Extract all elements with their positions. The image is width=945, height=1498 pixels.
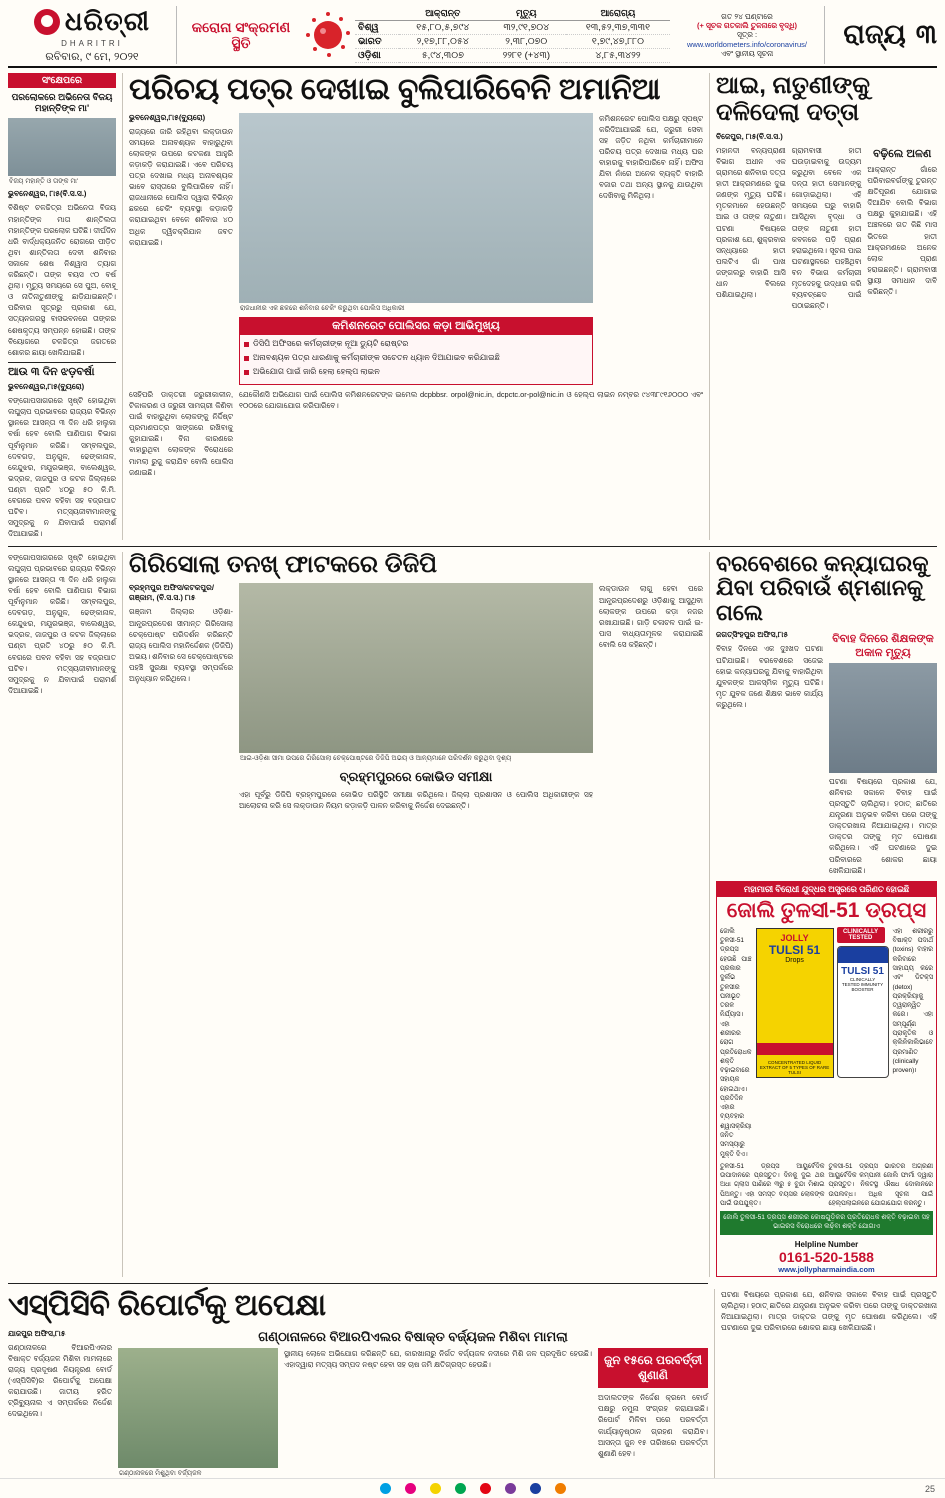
elephant-story [709,73,937,540]
color-dot [505,1483,516,1494]
logo-subtitle: DHARITRI [61,39,123,48]
virus-icon [305,12,351,58]
dgp-photo-caption: ଆଇ-ଓଡ଼ିଶା ସୀମା ଉପରେ ଗିରିସୋଲା ଚେକ୍‌ପୋଷ୍ଟରେ ଡିଜିପି ଅଭୟ ଓ ଆନ୍ୟମାନେ ପରିଦର୍ଶନ କରୁଥିବା ଦୃଶ୍ୟ [240,755,512,763]
ad-pack-sub: Drops [785,956,804,964]
wedding-story [709,552,937,1278]
brief2-headline: ଆଉ ୩ ଦିନ ଝଡ଼ବର୍ଷା [8,365,95,378]
middle-section [8,552,937,1278]
middle-left-filler [8,552,116,1278]
spcb-subheadline: ଗଣ୍ଠାନାଳରେ ବିଆରପିଏଲର ବିଷାକ୍ତ ବର୍ଜ୍ୟଜଳ ମିଶିବା ମାମଲା [258,1328,568,1344]
elephant-subhead: ବଢ଼ିଲେ ଅଳଣ [873,147,932,160]
ad-helpline[interactable] [717,1238,936,1276]
corona-panel-title: କରୋନା ସଂକ୍ରମଣ ସ୍ଥିତି [191,18,291,51]
table-header-row [355,7,670,21]
color-dot [530,1483,541,1494]
color-dot [380,1483,391,1494]
section-label: ରାଜ୍ୟ [843,19,906,49]
ad-product-bottle [837,946,889,1078]
recovered-value: ୧୩,୫୨,୩୭,୩୩୧ [566,21,670,35]
region-label: ବିଶ୍ୱ [355,21,399,35]
dgp-photo [239,583,593,753]
col-head-deaths: ମୃତ୍ୟୁ [487,7,566,21]
brief-byline: ଭୁବନେଶ୍ୱର, ୮ା୫(ବି.ସ.ସ.) [8,189,87,199]
recovered-value: ୪,୮୫,୩୪୨୨ [566,49,670,63]
region-label: ଭାରତ [355,35,399,49]
elephant-col2: ଗ୍ରାମବାସୀ ହାତୀ ଘଉଡ଼ାଇବାକୁ ଉଦ୍ୟମ କରୁଥିବା ବେଳେ ଏକ ଦନ୍ତା ହାତୀ ସେମାନଙ୍କୁ ଗୋଡ଼ାଇଥିଲା। ଏହି ସମୟରେ ଘରୁ ବାହାରି ଆସିଥିବା ବୃଦ୍ଧା ଓ ତାଙ୍କ ନାତୁଣୀ ହାତୀ କବଳରେ ପଡ଼ି ପ୍ରାଣ ହରାଇଥିଲେ। ସୂଚନା ପାଇ ଘଟଣାସ୍ଥଳରେ ପହଞ୍ଚିଥିବା ବନ ବିଭାଗ କର୍ମଚାରୀ ମୃତଦେହକୁ ଉଦ୍ଧାର କରି ବ୍ୟବଚ୍ଛେଦ ପାଇଁ ପଠାଇଛନ୍ତି। [791,145,862,311]
logo-swirl-icon [34,9,60,35]
spcb-byline: ଯାଜପୁର ଅଫିସ,୮ା୫ [8,1328,66,1338]
source-url[interactable]: www.worldometers.info/coronavirus/ [686,39,808,49]
ad-green-note: ଜୋଲି ତୁଳସୀ-51 ଡ୍ରପ୍ସ ଶରୀରର କୋଷଗୁଡ଼ିକର ପ୍ରତିରୋଧକ ଶକ୍ତି ବଢ଼ାଇବା ସହ ଭାଇରସ ବିରୋଧରେ ଲଢ଼ିବା ଶକ୍ତି ଯୋଗାଏ [720,1211,933,1235]
spcb-col2: ସ୍ଥାନୀୟ ଲୋକେ ଅଭିଯୋଗ କରିଛନ୍ତି ଯେ, କାରଖାନାରୁ ନିର୍ଗତ ବର୍ଜ୍ୟଜଳ ନଦୀରେ ମିଶି ଜଳ ପ୍ରଦୂଷିତ ହେଉଛି। ଏହାଦ୍ୱାରା ମତ୍ସ୍ୟ ସମ୍ପଦ ନଷ୍ଟ ହେବା ସହ ଚାଷ ଜମି କ୍ଷତିଗ୍ରସ୍ତ ହେଉଛି। [284,1349,592,1370]
col-head-affected: ଆକ୍ରାନ୍ତ [399,7,487,21]
color-dot [555,1483,566,1494]
ad-brand-name: ଜୋଲି ତୁଳସୀ-51 ଡ୍ରପ୍ସ [726,898,927,922]
source-line-3: ଏବଂ ସ୍ଥାନୀୟ ସୂଚନା [720,49,774,59]
col-head-region [355,7,399,21]
footer-color-bar [0,1478,945,1498]
ad-product-box [756,928,834,1078]
deaths-value: ୩୨,୯୧,୭୦୪ [487,21,566,35]
elephant-byline: ବିଜେପୁର, ୮ା୫(ବି.ସ.ସ.) [716,131,783,141]
police-measures-box [239,317,593,384]
elephant-col3: ଆକ୍ରାନ୍ତ ଗାଁରେ ପରିବାରବର୍ଗଙ୍କୁ ତୁରନ୍ତ କ୍ଷତିପୂରଣ ଯୋଗାଇ ଦିଆଯିବ ବୋଲି ବିଭାଗ ପକ୍ଷରୁ କୁହାଯାଇଛି। ଏହି ଅଞ୍ଚଳରେ ଗତ କିଛି ମାସ ଭିତରେ ହାତୀ ଆକ୍ରମଣରେ ଅନେକ ଲୋକ ପ୍ରାଣ ହରାଇଛନ୍ତି। ଗ୍ରାମବାସୀ ସ୍ଥାୟୀ ସମାଧାନ ଦାବି କରିଛନ୍ତି। [867,164,938,297]
list-item: ଡିସିପି ଅଫିସରେ କର୍ମଚାରୀଙ୍କ ନୂଆ ଡ୍ୟୁଟି ରୋଷ୍ଟର [244,339,588,350]
list-item: ଅନାବଶ୍ୟକ ପତ୍ର ଧାରଣାକୁ କର୍ମଚାରୀଙ୍କ ସଚେତନ ଧ୍ୟାନ ଦିଆଯାଇବ କରିଯାଇଛି [244,353,588,364]
ad-ribbon: ମହାମାରୀ ବିରୋଧୀ ଯୁଦ୍ଧର ଅସ୍ତ୍ରରେ ପରିଣତ ହୋଇଛି [717,882,936,897]
lead-photo-caption: ରାଜଧାନୀର ଏକ ଛକରେ ଶନିବାର ଚେକିଂ କରୁଥିବା ପୋଲିସ ଅଧିକାରୀ [240,304,405,312]
source-line-2: (+ ସୂଚକ ଗତକାଲି ତୁଳନାରେ ବୃଦ୍ଧି) [697,20,797,30]
helpline-number[interactable]: 0161-520-1588 [779,1249,874,1266]
dgp-byline: ବ୍ରହ୍ମପୁର ଅଫିସ/କଟକପୁର/ଗଞ୍ଜାମ, (ବି.ସ.ସ.) ୮ା୫ [129,583,214,603]
color-dot [480,1483,491,1494]
deaths-value: ୨୨୮୧ (+୪୩) [487,49,566,63]
dgp-col3: ଏହା ପୂର୍ବରୁ ଡିଜିପି ବ୍ରହ୍ମପୁରରେ କୋଭିଡ ପରିସ୍ଥିତି ସମୀକ୍ଷା କରିଥିଲେ। ଜିଲ୍ଲା ପ୍ରଶାସନ ଓ ପୋଲିସ ଅଧିକାରୀଙ୍କ ସହ ଆଲୋଚନା କରି ସେ ଲକ୍‌ଡାଉନ ନିୟମ କଡ଼ାକଡ଼ି ପାଳନ କରିବାକୁ ନିର୍ଦ୍ଦେଶ ଦେଇଛନ୍ତି। [239,789,593,810]
publication-date: ରବିବାର, ୯ ମେ, ୨୦୨୧ [45,51,139,63]
col-head-recovered: ଆରୋଗ୍ୟ [566,7,670,21]
region-label: ଓଡ଼ିଶା [355,49,399,63]
wedding-col2: ଘଟଣା ବିଷୟରେ ପ୍ରକାଶ ଯେ, ଶନିବାର ସକାଳେ ବିବାହ ପାଇଁ ପ୍ରସ୍ତୁତି ଚାଲିଥିଲା। ହଠାତ୍ ଛାତିରେ ଯନ୍ତ୍ରଣା ଅନୁଭବ କରିବା ପରେ ତାଙ୍କୁ ଡାକ୍ତରଖାନା ନିଆଯାଇଥିଲା। ମାତ୍ର ଡାକ୍ତର ତାଙ୍କୁ ମୃତ ଘୋଷଣା କରିଥିଲେ। ଏହି ଘଟଣାରେ ଦୁଇ ପରିବାରରେ ଶୋକର ଛାୟା ଖେଳିଯାଇଛି। [829,776,937,875]
source-label: ସୂତ୍ର : [736,30,758,40]
wedding-portrait-photo [829,663,937,773]
spcb-photo [118,1348,278,1468]
elephant-col1: ମହାନଦୀ ବନ୍ୟପ୍ରାଣୀ ବିଭାଗ ଅଧୀନ ଏକ ଗ୍ରାମରେ ଶନିବାର ଦତ୍ତା ହାତୀ ଆକ୍ରମଣରେ ଦୁଇ ଜଣଙ୍କ ମୃତ୍ୟୁ ଘଟିଛି। ମୃତକମାନେ ହେଉଛନ୍ତି ଆଇ ଓ ତାଙ୍କ ନାତୁଣୀ। ଘଟଣା ବିଷୟରେ ପ୍ରକାଶ ଯେ, ଶୁକ୍ରବାର ସନ୍ଧ୍ୟାରେ ହାତୀ ପଲଟିଏ ଗାଁ ପାଖ ଜଙ୍ଗଲରୁ ବାହାରି ଆସି ଧାନ ବିଲରେ ପଶିଯାଇଥିଲା। [716,145,786,300]
spcb-story [8,1289,708,1479]
brief-headline: ପରଲୋକରେ ଅଭିନେତା ବିଜୟ ମହାନ୍ତିଙ୍କ ମା' [11,92,113,114]
color-dot [455,1483,466,1494]
briefs-badge: ସଂକ୍ଷେପରେ [8,73,116,88]
lead-byline: ଭୁବନେଶ୍ୱର,୮ା୫(ବ୍ୟୁରୋ) [129,112,206,122]
lead-photo [239,113,593,303]
lead-col1: ରାଜ୍ୟରେ ଜାରି ରହିଥିବା ଲକ୍‌ଡାଉନ ସମୟରେ ଅନାବଶ୍ୟକ ବାହାରୁଥିବା ଲୋକଙ୍କ ଉପରେ କଟକଣା ଆହୁରି କଡ଼ାକଡ଼ି କରାଯାଇଛି। ଏବେ ପରିଚୟ ପତ୍ର ଦେଖାଇ ମଧ୍ୟ ଅନାବଶ୍ୟକ ଭାବେ ରାସ୍ତାରେ ବୁଲିପାରିବେ ନାହିଁ। ରାଜଧାନୀରେ ପୋଲିସ ଦ୍ୱାରା ବିଭିନ୍ନ ଛକରେ ଚେକିଂ ବ୍ୟବସ୍ଥା କଡ଼ାକଡ଼ି କରାଯାଇଥିବା ବେଳେ ଶନିବାର ୪୦ ଅଧିକ ଦ୍ୱିଚକ୍ରିଯାନ ଜବତ କରାଯାଇଛି। [129,126,233,247]
section-header [825,6,937,64]
dgp-subhead: ବ୍ରହ୍ମପୁରରେ କୋଭିଡ ସମୀକ୍ଷା [339,769,493,785]
spcb-hearing-badge: ଜୁନ ୧୫ରେ ପରବର୍ତ୍ତୀ ଶୁଣାଣି [598,1348,708,1388]
newspaper-logo [8,6,176,64]
wedding-col1: ବିବାହ ଦିନରେ ଏକ ଦୁଃଖଦ ଘଟଣା ଘଟିଯାଇଛି। ବରବେଶରେ ସଜେଇ ହୋଇ କନ୍ୟାଘରକୁ ଯିବାକୁ ବାହାରିଥିବା ଯୁବକଙ୍କ ଆକସ୍ମିକ ମୃତ୍ୟୁ ଘଟିଛି। ମୃତ ଯୁବକ ଜଣେ ଶିକ୍ଷକ ଭାବେ କାର୍ଯ୍ୟ କରୁଥିଲେ। [716,644,823,709]
affected-value: ୧୫,୮୦,୫,୭୯୪ [399,21,487,35]
middle-left-text: ବଙ୍ଗୋପସାଗରରେ ସୃଷ୍ଟି ହୋଇଥିବା ଲଘୁଚାପ ପ୍ରଭାବରେ ରାଜ୍ୟର ବିଭିନ୍ନ ସ୍ଥାନରେ ଆସନ୍ତା ୩ ଦିନ ଧରି ହାଲୁକା ବର୍ଷା ହେବ ବୋଲି ପାଣିପାଗ ବିଭାଗ ପୂର୍ବାନୁମାନ କରିଛି। ସମ୍ବଲପୁର, ଦେବଗଡ଼, ଅନୁଗୁଳ, ଢେଙ୍କାନାଳ, କେନ୍ଦୁଝର, ମୟୂରଭଞ୍ଜ, ବାଲେଶ୍ୱର, ଭଦ୍ରକ, ଜାଜପୁର ଓ କଟକ ଜିଲ୍ଲାରେ ଘଣ୍ଟା ପ୍ରତି ୪୦ରୁ ୫୦ କି.ମି. ବେଗରେ ପବନ ବହିବା ସହ ବଜ୍ରପାତ ଘଟିବ। ମତ୍ସ୍ୟଜୀବୀମାନଙ୍କୁ ସମୁଦ୍ରକୁ ନ ଯିବାପାଇଁ ପରାମର୍ଶ ଦିଆଯାଇଛି। [8,552,116,695]
briefs-column [8,73,116,540]
color-dot [405,1483,416,1494]
brief-photo-caption: ବିଜୟ ମହାନ୍ତି ଓ ତାଙ୍କ ମା' [9,177,79,185]
table-row [355,21,670,35]
lead-headline: ପରିଚୟ ପତ୍ର ଦେଖାଇ ବୁଲିପାରିବେନି ଅମାନିଆ [129,73,661,106]
registration-dots [380,1483,566,1494]
dgp-headline: ଗିରିସୋଲା ତନଖ୍ ଫାଟକରେ ଡିଜିପି [129,550,438,578]
dgp-col1: ଗଞ୍ଜାମ ଜିଲ୍ଲାର ଓଡ଼ିଶା-ଆନ୍ଧ୍ରପ୍ରଦେଶ ସୀମାନ୍ତ ଗିରିସୋଲା ଚେକ୍‌ପୋଷ୍ଟ ପରିଦର୍ଶନ କରିଛନ୍ତି ରାଜ୍ୟ ପୋଲିସ ମହାନିର୍ଦ୍ଦେଶକ (ଡିଜିପି) ଅଭୟ। ଶନିବାର ସେ ଚେକ୍‌ପୋଷ୍ଟରେ ପହଞ୍ଚି ସୁରକ୍ଷା ବ୍ୟବସ୍ଥା ସମ୍ପର୍କରେ ଅନୁଧ୍ୟାନ କରିଥିଲେ। [129,607,233,684]
ad-col3: ତୁଳସୀ-51 ଡ୍ରପ୍ସ ଆୟୁର୍ବେଦିକ ଉପାଦାନରେ ପ୍ରସ୍ତୁତ। ଦିନକୁ ଦୁଇ ଥର ଅଧା ଗ୍ଲାସ ପାଣିରେ ୩ରୁ ୫ ବୁନ୍ଦା ମିଶାଇ ପିଅନ୍ତୁ। ଏହା ସମସ୍ତ ବୟସର ଲୋକଙ୍କ ପାଇଁ ଉପଯୁକ୍ତ। [720,1162,825,1208]
stats-source-note [670,12,820,59]
dgp-col2: ଲକ୍‌ଡାଉନ ଲାଗୁ ହେବା ପରେ ଆନ୍ଧ୍ରପ୍ରଦେଶରୁ ଓଡ଼ିଶାକୁ ଆସୁଥିବା ଲୋକଙ୍କ ଉପରେ କଡ଼ା ନଜର ରଖାଯାଇଛି। ଗାଡ଼ି ଚଳାଚଳ ପାଇଁ ଇ-ପାସ ବାଧ୍ୟତାମୂଳକ କରାଯାଇଛି ବୋଲି ସେ କହିଛନ୍ତି। [599,584,703,649]
deaths-value: ୨,୩୮,୦୭୦ [487,35,566,49]
table-row [355,49,670,63]
box-bullet-list [244,339,588,377]
affected-value: ୫,୯୪,୩୦୭ [399,49,487,63]
spcb-col1: ଗଣ୍ଠାନାଳରେ ବିଆରପିଏଲର ବିଷାକ୍ତ ବର୍ଜ୍ୟଜଳ ମିଶିବା ମାମଲାରେ ରାଜ୍ୟ ପ୍ରଦୂଷଣ ନିୟନ୍ତ୍ରଣ ବୋର୍ଡ (ଏସ୍‌ପିସିବି)ର ରିପୋର୍ଟକୁ ଅପେକ୍ଷା କରାଯାଉଛି। ଜାତୀୟ ହରିତ ଟ୍ରିବ୍ୟୁନାଲ ଏ ସମ୍ପର୍କରେ ନିର୍ଦ୍ଦେଶ ଦେଇଥିଲେ। [8,1342,112,1419]
lead-col3: ସେହିପରି ଡାକ୍ତରୀ ଜରୁରୀକାଳୀନ, ଟିକାକରଣ ଓ ଜରୁରୀ ସାମଗ୍ରୀ କିଣିବା ପାଇଁ ବାହାରୁଥିବା ଲୋକଙ୍କୁ ନିର୍ଦ୍ଦିଷ୍ଟ ପ୍ରମାଣପତ୍ର ସାଙ୍ଗରେ ରଖିବାକୁ କୁହାଯାଇଛି। ବିନା କାରଣରେ ବାହାରୁଥିବା ଲୋକଙ୍କ ବିରୋଧରେ ମାମଲା ରୁଜୁ କରାଯିବ ବୋଲି ପୋଲିସ ଜଣାଇଛି। [129,389,233,477]
elephant-headline: ଆଇ, ନାତୁଣୀଙ୍କୁ ଦଳିଦେଲା ଦତ୍ତା [716,72,870,126]
tulsi-advertisement[interactable] [716,881,937,1277]
masthead [8,6,937,68]
ad-col2: ଏହା ଶରୀରରୁ ବିଷାକ୍ତ ପଦାର୍ଥ (toxins) ବାହାର କରିବାରେ ସାହାଯ୍ୟ କରେ ଏବଂ ଡିଟକ୍ସ (detox) ପ୍ରକ୍ରିୟାକୁ ତ୍ୱରାନ୍ୱିତ କରେ। ଏହା ସମ୍ପୂର୍ଣ୍ଣ ପ୍ରାକୃତିକ ଓ କ୍ଲିନିକାଲିଭାବେ ପ୍ରମାଣିତ (clinically proven)। [892,927,934,1075]
bottom-right-text [714,1289,937,1479]
covid-stats-table [355,7,670,63]
lead-col2: କମିଶନରେଟ ପୋଲିସ ପକ୍ଷରୁ ସ୍ପଷ୍ଟ କରିଦିଆଯାଇଛି ଯେ, ଜରୁରୀ ସେବା ସହ ଜଡ଼ିତ ନଥିବା କର୍ମଚାରୀମାନେ ପରିଚୟ ପତ୍ର ଦେଖାଇ ମଧ୍ୟ ଘର ବାହାରକୁ ବାହାରିପାରିବେ ନାହିଁ। ଅଫିସ ଯିବା ନାଁରେ ଅନେକ ବ୍ୟକ୍ତି ବାହାରି ବଜାର ତଥା ଅନ୍ୟ ସ୍ଥାନକୁ ଯାଉଥିବା ଦେଖିବାକୁ ମିଳିଥିଲା। [599,113,703,201]
ad-pack-footnote: CONCENTRATED LIQUID EXTRACT OF 5 TYPES OF RARE TULSI [759,1059,830,1075]
corona-stats-panel [176,6,825,64]
box-title: କମିଶନରେଟ ପୋଲିସର କଡ଼ା ଆଭିମୁଖ୍ୟ [240,318,592,335]
logo-title: ଧରିତ୍ରୀ [64,6,151,36]
brief2-byline: ଭୁବନେଶ୍ୱର,୮ା୫(ବୁ୍ୟରୋ) [8,382,85,392]
source-line-1: ଗତ ୨୪ ଘଣ୍ଟାରେ [721,11,773,21]
lead-box-contacts: ଯେକୌଣସି ଅଭିଯୋଗ ପାଇଁ ପୋଲିସ କମିଶନରେଟଙ୍କ ଇମେଲ dcpbbsr. orpol@nic.in, dcpctc.or-pol@nic.in ଓ ହେଲ୍ପ ଲାଇନ ନମ୍ବର ୯୪୩୮୯୧୬୦୦୦ ଏବଂ ୧୦୦ରେ ଯୋଗାଯୋଗ କରିପାରିବେ। [239,389,703,410]
top-section [8,73,937,540]
spcb-photo-caption: ଗଣ୍ଠାନାଳରେ ମିଶୁଥିବା ବର୍ଜ୍ୟଜଳ [119,1470,202,1478]
wedding-headline: ବରବେଶରେ କନ୍ୟାଘରକୁ ଯିବା ପରିବାଉଁ ଶ୍ମଶାନକୁ ଗଲେ [716,550,929,625]
wedding-sub-caption: ବିବାହ ଦିନରେ ଶିକ୍ଷକଙ୍କ ଅକାଳ ମୃତ୍ୟୁ [832,633,934,659]
bottom-right-col: ଘଟଣା ବିଷୟରେ ପ୍ରକାଶ ଯେ, ଶନିବାର ସକାଳେ ବିବାହ ପାଇଁ ପ୍ରସ୍ତୁତି ଚାଲିଥିଲା। ହଠାତ୍ ଛାତିରେ ଯନ୍ତ୍ରଣା ଅନୁଭବ କରିବା ପରେ ତାଙ୍କୁ ଡାକ୍ତରଖାନା ନିଆଯାଇଥିଲା। ମାତ୍ର ଡାକ୍ତର ତାଙ୍କୁ ମୃତ ଘୋଷଣା କରିଥିଲେ। ଏହି ଘଟଣାରେ ଦୁଇ ପରିବାରରେ ଶୋକର ଛାୟା ଖେଳିଯାଇଛି। [721,1290,937,1333]
ad-bottle-sub: CLINICALLY TESTED IMMUNITY BOOSTER [841,976,884,992]
wedding-byline: ଜଗତ୍‌ସିଂହପୁର ଅଫିସ,୮ା୫ [716,630,789,640]
ad-col4: ତୁଳସୀ-51 ଡ୍ରପ୍ସ ଭାରତର ଅଗ୍ରଣୀ ଆୟୁର୍ବେଦିକ କମ୍ପାନୀ ଜୋଲି ଫାର୍ମା ଦ୍ୱାରା ପ୍ରସ୍ତୁତ। ନିକଟସ୍ଥ ଔଷଧ ଦୋକାନରେ ଉପଲବ୍ଧ। ଅଧିକ ସୂଚନା ପାଇଁ ହେଲ୍ପଲାଇନରେ ଯୋଗାଯୋଗ କରନ୍ତୁ। [828,1162,933,1208]
brief-photo [8,118,116,176]
page-number: ୩ [915,19,937,49]
color-dot [430,1483,441,1494]
brief2-body: ବଙ୍ଗୋପସାଗରରେ ସୃଷ୍ଟି ହୋଇଥିବା ଲଘୁଚାପ ପ୍ରଭାବରେ ରାଜ୍ୟର ବିଭିନ୍ନ ସ୍ଥାନରେ ଆସନ୍ତା ୩ ଦିନ ଧରି ହାଲୁକା ବର୍ଷା ହେବ ବୋଲି ପାଣିପାଗ ବିଭାଗ ପୂର୍ବାନୁମାନ କରିଛି। ସମ୍ବଲପୁର, ଦେବଗଡ଼, ଅନୁଗୁଳ, ଢେଙ୍କାନାଳ, କେନ୍ଦୁଝର, ମୟୂରଭଞ୍ଜ, ବାଲେଶ୍ୱର, ଭଦ୍ରକ, ଜାଜପୁର ଓ କଟକ ଜିଲ୍ଲାରେ ଘଣ୍ଟା ପ୍ରତି ୪୦ରୁ ୫୦ କି.ମି. ବେଗରେ ପବନ ବହିବା ସହ ବଜ୍ରପାତ ଘଟିବ। ମତ୍ସ୍ୟଜୀବୀମାନଙ୍କୁ ସମୁଦ୍ରକୁ ନ ଯିବାପାଇଁ ପରାମର୍ଶ ଦିଆଯାଇଛି। [8,396,116,539]
brief-body: ବିଶିଷ୍ଟ ଚଳଚ୍ଚିତ୍ର ଅଭିନେତା ବିଜୟ ମହାନ୍ତିଙ୍କ ମାତା ଶାନ୍ତିଲତା ମହାନ୍ତିଙ୍କ ପରଲୋକ ଘଟିଛି। ଦୀର୍ଘଦିନ ଧରି ବାର୍ଦ୍ଧକ୍ୟଜନିତ ରୋଗରେ ପୀଡ଼ିତ ଥିବା ଶାନ୍ତିଲତା ଦେବୀ ଶନିବାର ସକାଳେ ଶେଷ ନିଶ୍ୱାସ ତ୍ୟାଗ କରିଛନ୍ତି। ତାଙ୍କ ବୟସ ୯୦ ବର୍ଷ ଥିଲା। ମୃତ୍ୟୁ ସମୟରେ ସେ ପୁଅ, ବୋହୂ ଓ ନାତିନାତୁଣୀଙ୍କୁ ଛାଡ଼ିଯାଇଛନ୍ତି। ପରିବାର ସୂତ୍ରରୁ ପ୍ରକାଶ ଯେ, ସତ୍ୟନଗରସ୍ଥ ବାସଭବନରେ ତାଙ୍କର ଶେଷକୃତ୍ୟ ସମ୍ପନ୍ନ ହୋଇଛି। ତାଙ୍କ ବିୟୋଗରେ ଚଳଚ୍ଚିତ୍ର ଜଗତରେ ଶୋକର ଛାୟା ଖେଳିଯାଇଛି। [8,203,116,357]
ad-col1: ଜୋଲି ତୁଳସୀ-51 ଡ୍ରପ୍ସ ହେଉଛି ପାଞ୍ଚ ପ୍ରକାର ଦୁର୍ଲଭ ତୁଳସୀର ଘନୀଭୂତ ତରଳ ନିର୍ଯ୍ୟାସ। ଏହା ଶରୀରର ରୋଗ ପ୍ରତିରୋଧକ ଶକ୍ତି ବଢ଼ାଇବାରେ ସହାୟକ ହୋଇଥାଏ। ପ୍ରତିଦିନ ଏହାର ବ୍ୟବହାର ଶ୍ୱାସକ୍ରିୟା ଜନିତ ସମସ୍ୟାରୁ ମୁକ୍ତି ଦିଏ। [720,927,752,1158]
footer-page-number: 25 [924,1483,935,1494]
bottom-section [8,1289,937,1479]
list-item: ଅଭିଯୋଗ ପାଇଁ ଜାରି ହେଲା ହେଲ୍ପ ଲାଇନ [244,367,588,378]
clinically-tested-badge: CLINICALLY TESTED [837,927,885,943]
table-row [355,35,670,49]
ad-pack-name: TULSI 51 [768,942,821,957]
ad-bottle-name: TULSI 51 [841,965,884,977]
dgp-story [122,552,703,1278]
spcb-col3: ଅଦାଲତଙ୍କ ନିର୍ଦ୍ଦେଶ କ୍ରମେ ବୋର୍ଡ ପକ୍ଷରୁ ନମୁନା ସଂଗ୍ରହ କରାଯାଇଛି। ରିପୋର୍ଟ ମିଳିବା ପରେ ପରବର୍ତ୍ତୀ କାର୍ଯ୍ୟାନୁଷ୍ଠାନ ଗ୍ରହଣ କରାଯିବ। ଆସନ୍ତା ଜୁନ ୧୫ ତାରିଖରେ ପରବର୍ତ୍ତୀ ଶୁଣାଣି ହେବ। [598,1393,708,1458]
helpline-label: Helpline Number [794,1240,859,1250]
ad-pack-brand: JOLLY [780,932,809,943]
ad-website[interactable]: www.jollypharmaindia.com [778,1265,875,1275]
spcb-headline: ଏସ୍‌ପିସିବି ରିପୋର୍ଟକୁ ଅପେକ୍ଷା [8,1289,326,1323]
affected-value: ୨,୧୭,୮୮,୦୫୪ [399,35,487,49]
lead-story [122,73,703,540]
recovered-value: ୧,୭୯,୪୭,୮୮୦ [566,35,670,49]
